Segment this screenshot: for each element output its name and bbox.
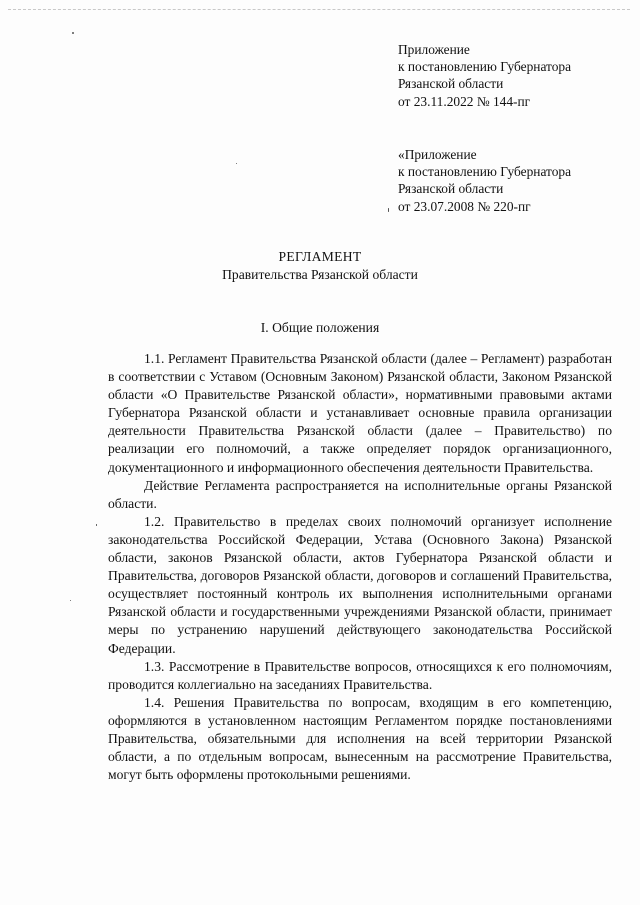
header-line: Рязанской области [398,181,504,197]
header-line: Рязанской области [398,76,504,92]
scan-edge-line [8,9,630,10]
paragraph-1-2: 1.2. Правительство в пределах своих полномочий организует исполнение законодательства Российской Федерации, Устава (Основного Закона) Рязанской области, законов Рязанской области, актов Губернатора Рязанской области и Правительства, договоров Рязанской области, договоров и соглашений Правительства, осуществляет постоянный контроль их выполнения исполнительными органами Рязанской области и государственными учреждениями Рязанской области, принимает меры по устранению нарушений действующего законодательства Российской Федерации. [108,513,612,656]
scan-speck [70,600,71,601]
scan-speck [388,208,389,212]
header-line: «Приложение [398,147,477,162]
document-subtitle: Правительства Рязанской области [222,267,418,282]
document-title: РЕГЛАМЕНТ [278,249,362,264]
approval-header-current [398,41,630,110]
section-heading: I. Общие положения [260,320,380,335]
header-line: от 23.07.2008 № 220-пг [398,198,531,214]
paragraph-1-1: 1.1. Регламент Правительства Рязанской области (далее – Регламент) разработан в соответствии с Уставом (Основным Законом) Рязанской области, Законом Рязанской области «О Правительстве Рязанской области», нормативными правовыми актами Губернатора Рязанской области и устанавливает основные правила организации деятельности Правительства Рязанской области (далее – Правительство) по реализации его полномочий, а также определяет порядок организационного, документационного и информационного обеспечения деятельности Правительства. [108,351,612,475]
approval-header-original [398,146,630,215]
paragraph-1-3: 1.3. Рассмотрение в Правительстве вопросов, относящихся к его полномочиям, проводится коллегиально на заседаниях Правительства. [108,658,612,692]
header-line: от 23.11.2022 № 144-пг [398,93,531,109]
header-line: к постановлению Губернатора [398,59,572,75]
document-body [108,350,612,784]
scan-speck [72,32,74,34]
header-line: к постановлению Губернатора [398,164,572,180]
paragraph-scope: Действие Регламента распространяется на исполнительные органы Рязанской области. [108,477,612,511]
header-line: Приложение [398,42,470,57]
paragraph-1-4: 1.4. Решения Правительства по вопросам, входящим в его компетенцию, оформляются в установленном настоящим Регламентом порядке постановлениями Правительства, обязательными для исполнения на всей территории Рязанской области, а по отдельным вопросам, вынесенным на рассмотрение Правительства, могут быть оформлены протокольными решениями. [108,694,612,783]
scan-speck [236,163,237,164]
scan-speck [96,524,97,526]
